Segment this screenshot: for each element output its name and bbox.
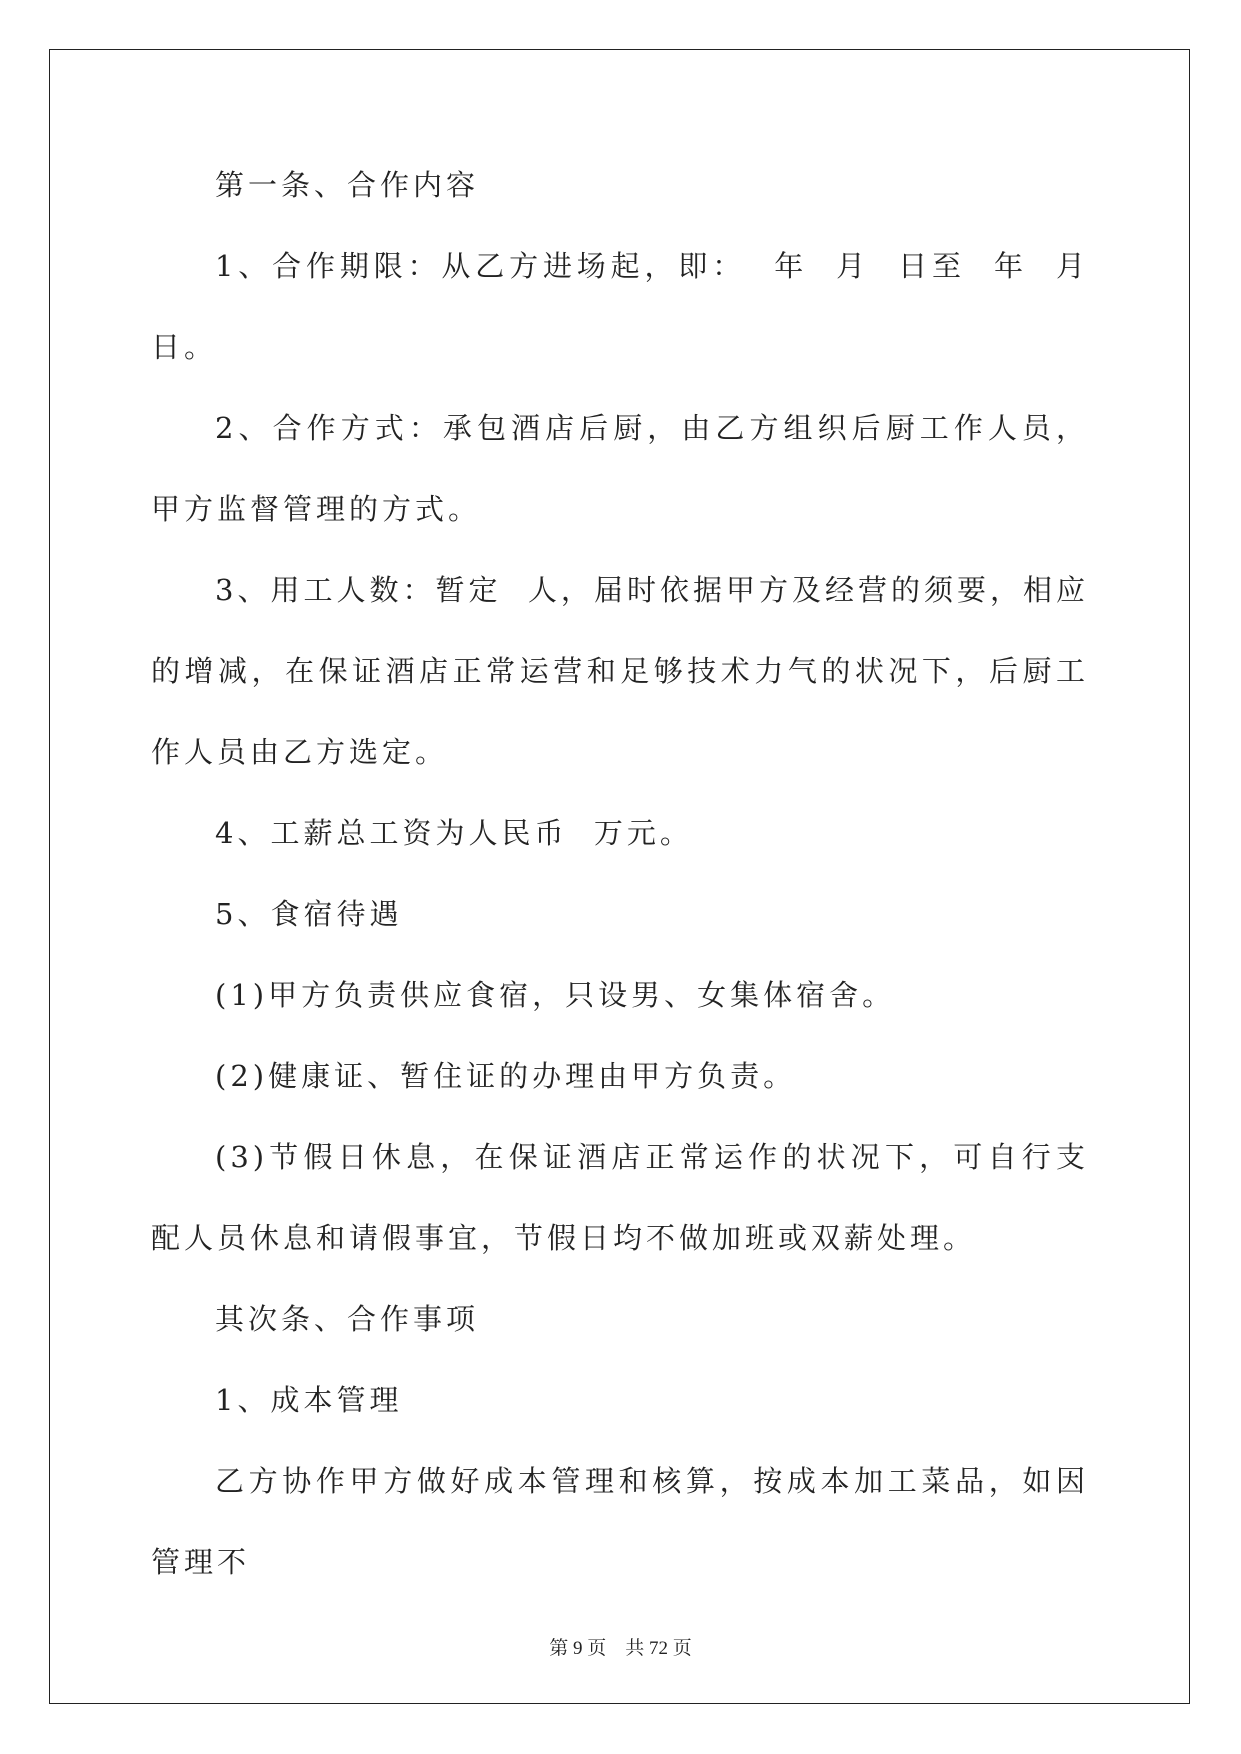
paragraph: 3、用工人数：暂定 人，届时依据甲方及经营的须要，相应的增减，在保证酒店正常运营和足够技术力气的状况下，后厨工作人员由乙方选定。	[151, 573, 1089, 769]
page-number: 第 9 页	[549, 1638, 607, 1659]
paragraph: 5、食宿待遇	[215, 897, 403, 931]
paragraph: 2、合作方式：承包酒店后厨，由乙方组织后厨工作人员，甲方监督管理的方式。	[151, 411, 1089, 526]
paragraph: 1、成本管理	[215, 1383, 403, 1417]
section-heading: 第一条、合作内容	[215, 168, 480, 202]
section-heading: 其次条、合作事项	[215, 1302, 480, 1336]
paragraph: 4、工薪总工资为人民币 万元。	[215, 816, 693, 850]
page-footer	[0, 1633, 1241, 1660]
paragraph: (2)健康证、暂住证的办理由甲方负责。	[215, 1059, 797, 1093]
paragraph: 1、合作期限：从乙方进场起，即： 年 月 日至 年 月 日。	[151, 249, 1116, 364]
page-total: 共 72 页	[625, 1638, 692, 1659]
document-body	[151, 145, 1116, 1603]
paragraph: (1)甲方负责供应食宿，只设男、女集体宿舍。	[215, 978, 896, 1012]
paragraph: (3)节假日休息，在保证酒店正常运作的状况下，可自行支配人员休息和请假事宜，节假日均不做加班或双薪处理。	[151, 1140, 1089, 1255]
paragraph: 乙方协作甲方做好成本管理和核算，按成本加工菜品，如因管理不	[151, 1464, 1089, 1579]
